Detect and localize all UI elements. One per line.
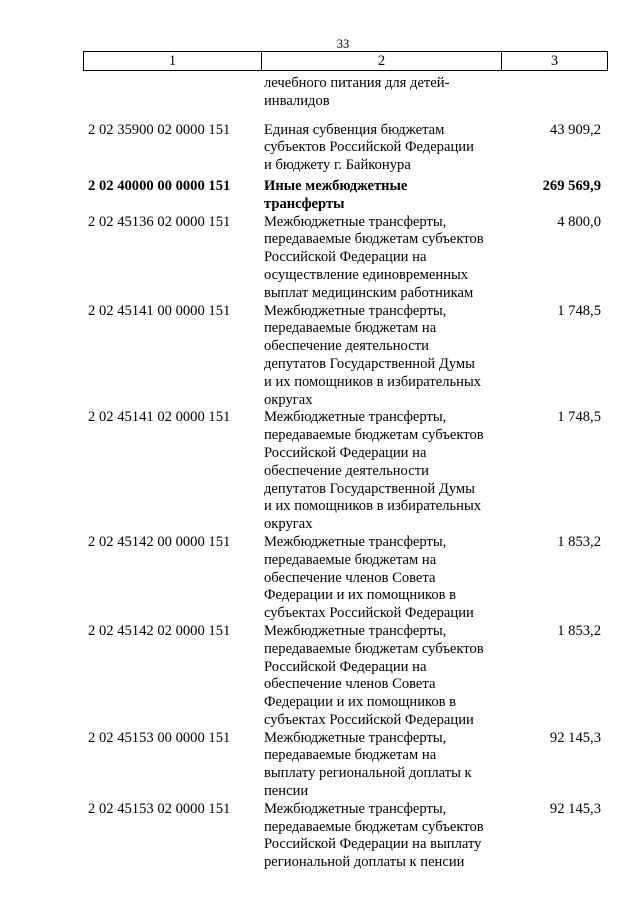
row-name-line: Иные межбюджетные xyxy=(264,177,408,194)
row-name xyxy=(264,534,514,623)
row-name-line: выплату региональной доплаты к xyxy=(264,765,472,782)
row-name-line: Межбюджетные трансферты, xyxy=(264,409,447,426)
row-amount: 92 145,3 xyxy=(549,800,601,817)
table-row xyxy=(0,75,640,111)
row-name-line: трансферты xyxy=(264,195,345,212)
table-row xyxy=(0,801,640,872)
row-name xyxy=(264,214,514,303)
row-name xyxy=(264,178,514,214)
row-name xyxy=(264,730,514,801)
row-amount: 43 909,2 xyxy=(549,121,601,138)
row-name-line: Межбюджетные трансферты, xyxy=(264,729,447,746)
column-header-row xyxy=(84,52,608,71)
row-name-line: инвалидов xyxy=(264,92,330,109)
row-name-line: депутатов Государственной Думы xyxy=(264,480,475,497)
row-code: 2 02 45142 02 0000 151 xyxy=(88,622,231,639)
row-code: 2 02 45136 02 0000 151 xyxy=(88,213,231,230)
row-name-line: лечебного питания для детей- xyxy=(264,75,450,91)
table-row xyxy=(0,730,640,801)
row-name xyxy=(264,303,514,410)
column-header-2: 2 xyxy=(262,52,502,71)
row-name-line: Российской Федерации на xyxy=(264,249,427,266)
row-name-line: Межбюджетные трансферты, xyxy=(264,213,447,230)
row-name-line: Межбюджетные трансферты, xyxy=(264,533,447,550)
row-name-line: обеспечение деятельности xyxy=(264,338,429,355)
row-name-line: Российской Федерации на xyxy=(264,658,427,675)
row-name-line: передаваемые бюджетам на xyxy=(264,320,437,337)
row-name-line: Межбюджетные трансферты, xyxy=(264,302,447,319)
row-name-line: передаваемые бюджетам на xyxy=(264,747,437,764)
row-amount: 1 853,2 xyxy=(557,533,601,550)
row-name-line: и их помощников в избирательных xyxy=(264,498,482,515)
row-amount: 4 800,0 xyxy=(557,213,601,230)
row-name xyxy=(264,75,514,111)
row-code: 2 02 45141 02 0000 151 xyxy=(88,409,231,426)
column-header-3: 3 xyxy=(502,52,608,71)
row-name-line: округах xyxy=(264,516,313,533)
row-amount: 269 569,9 xyxy=(542,177,601,194)
row-name-line: передаваемые бюджетам на xyxy=(264,551,437,568)
row-name-line: Единая субвенция бюджетам xyxy=(264,121,445,138)
row-code: 2 02 45153 00 0000 151 xyxy=(88,729,231,746)
row-amount: 1 748,5 xyxy=(557,409,601,426)
row-name-line: субъектов Российской Федерации xyxy=(264,139,474,156)
row-name-line: и бюджету г. Байконура xyxy=(264,157,411,174)
table-row xyxy=(0,534,640,623)
row-name-line: осуществление единовременных xyxy=(264,266,469,283)
row-name-line: Межбюджетные трансферты, xyxy=(264,622,447,639)
table-row xyxy=(0,409,640,534)
row-code: 2 02 45141 00 0000 151 xyxy=(88,302,231,319)
row-name-line: передаваемые бюджетам субъектов xyxy=(264,427,484,444)
row-name-line: Межбюджетные трансферты, xyxy=(264,800,447,817)
row-name-line: обеспечение членов Совета xyxy=(264,569,436,586)
row-name-line: округах xyxy=(264,391,313,408)
budget-rows xyxy=(0,75,640,872)
row-name-line: депутатов Государственной Думы xyxy=(264,355,475,372)
row-spacer xyxy=(0,111,640,122)
table-row xyxy=(0,623,640,730)
table-row xyxy=(0,214,640,303)
row-name-line: передаваемые бюджетам субъектов xyxy=(264,818,484,835)
row-name-line: обеспечение деятельности xyxy=(264,462,429,479)
table-row-total xyxy=(0,178,640,214)
row-name-line: Российской Федерации на xyxy=(264,444,427,461)
row-name-line: пенсии xyxy=(264,783,309,800)
row-name-line: субъектах Российской Федерации xyxy=(264,605,474,622)
column-header-table xyxy=(83,51,608,71)
row-name xyxy=(264,801,514,872)
row-name-line: Российской Федерации на выплату xyxy=(264,836,482,853)
row-code: 2 02 45153 02 0000 151 xyxy=(88,800,231,817)
row-name xyxy=(264,409,514,534)
row-name-line: передаваемые бюджетам субъектов xyxy=(264,231,484,248)
column-header-1: 1 xyxy=(84,52,262,71)
row-code: 2 02 35900 02 0000 151 xyxy=(88,121,231,138)
page-number: 33 xyxy=(336,37,350,51)
row-name-line: обеспечение членов Совета xyxy=(264,676,436,693)
row-name-line: передаваемые бюджетам субъектов xyxy=(264,640,484,657)
table-row xyxy=(0,303,640,410)
row-amount: 1 853,2 xyxy=(557,622,601,639)
row-name-line: региональной доплаты к пенсии xyxy=(264,854,465,871)
row-amount: 92 145,3 xyxy=(549,729,601,746)
row-name-line: субъектах Российской Федерации xyxy=(264,711,474,728)
row-name xyxy=(264,122,514,175)
row-name-line: и их помощников в избирательных xyxy=(264,373,482,390)
row-name-line: Федерации и их помощников в xyxy=(264,587,457,604)
row-name-line: выплат медицинским работникам xyxy=(264,284,474,301)
table-row xyxy=(0,122,640,175)
row-name-line: Федерации и их помощников в xyxy=(264,694,457,711)
row-name xyxy=(264,623,514,730)
row-amount: 1 748,5 xyxy=(557,302,601,319)
row-code: 2 02 40000 00 0000 151 xyxy=(88,177,231,194)
row-code: 2 02 45142 00 0000 151 xyxy=(88,533,231,550)
